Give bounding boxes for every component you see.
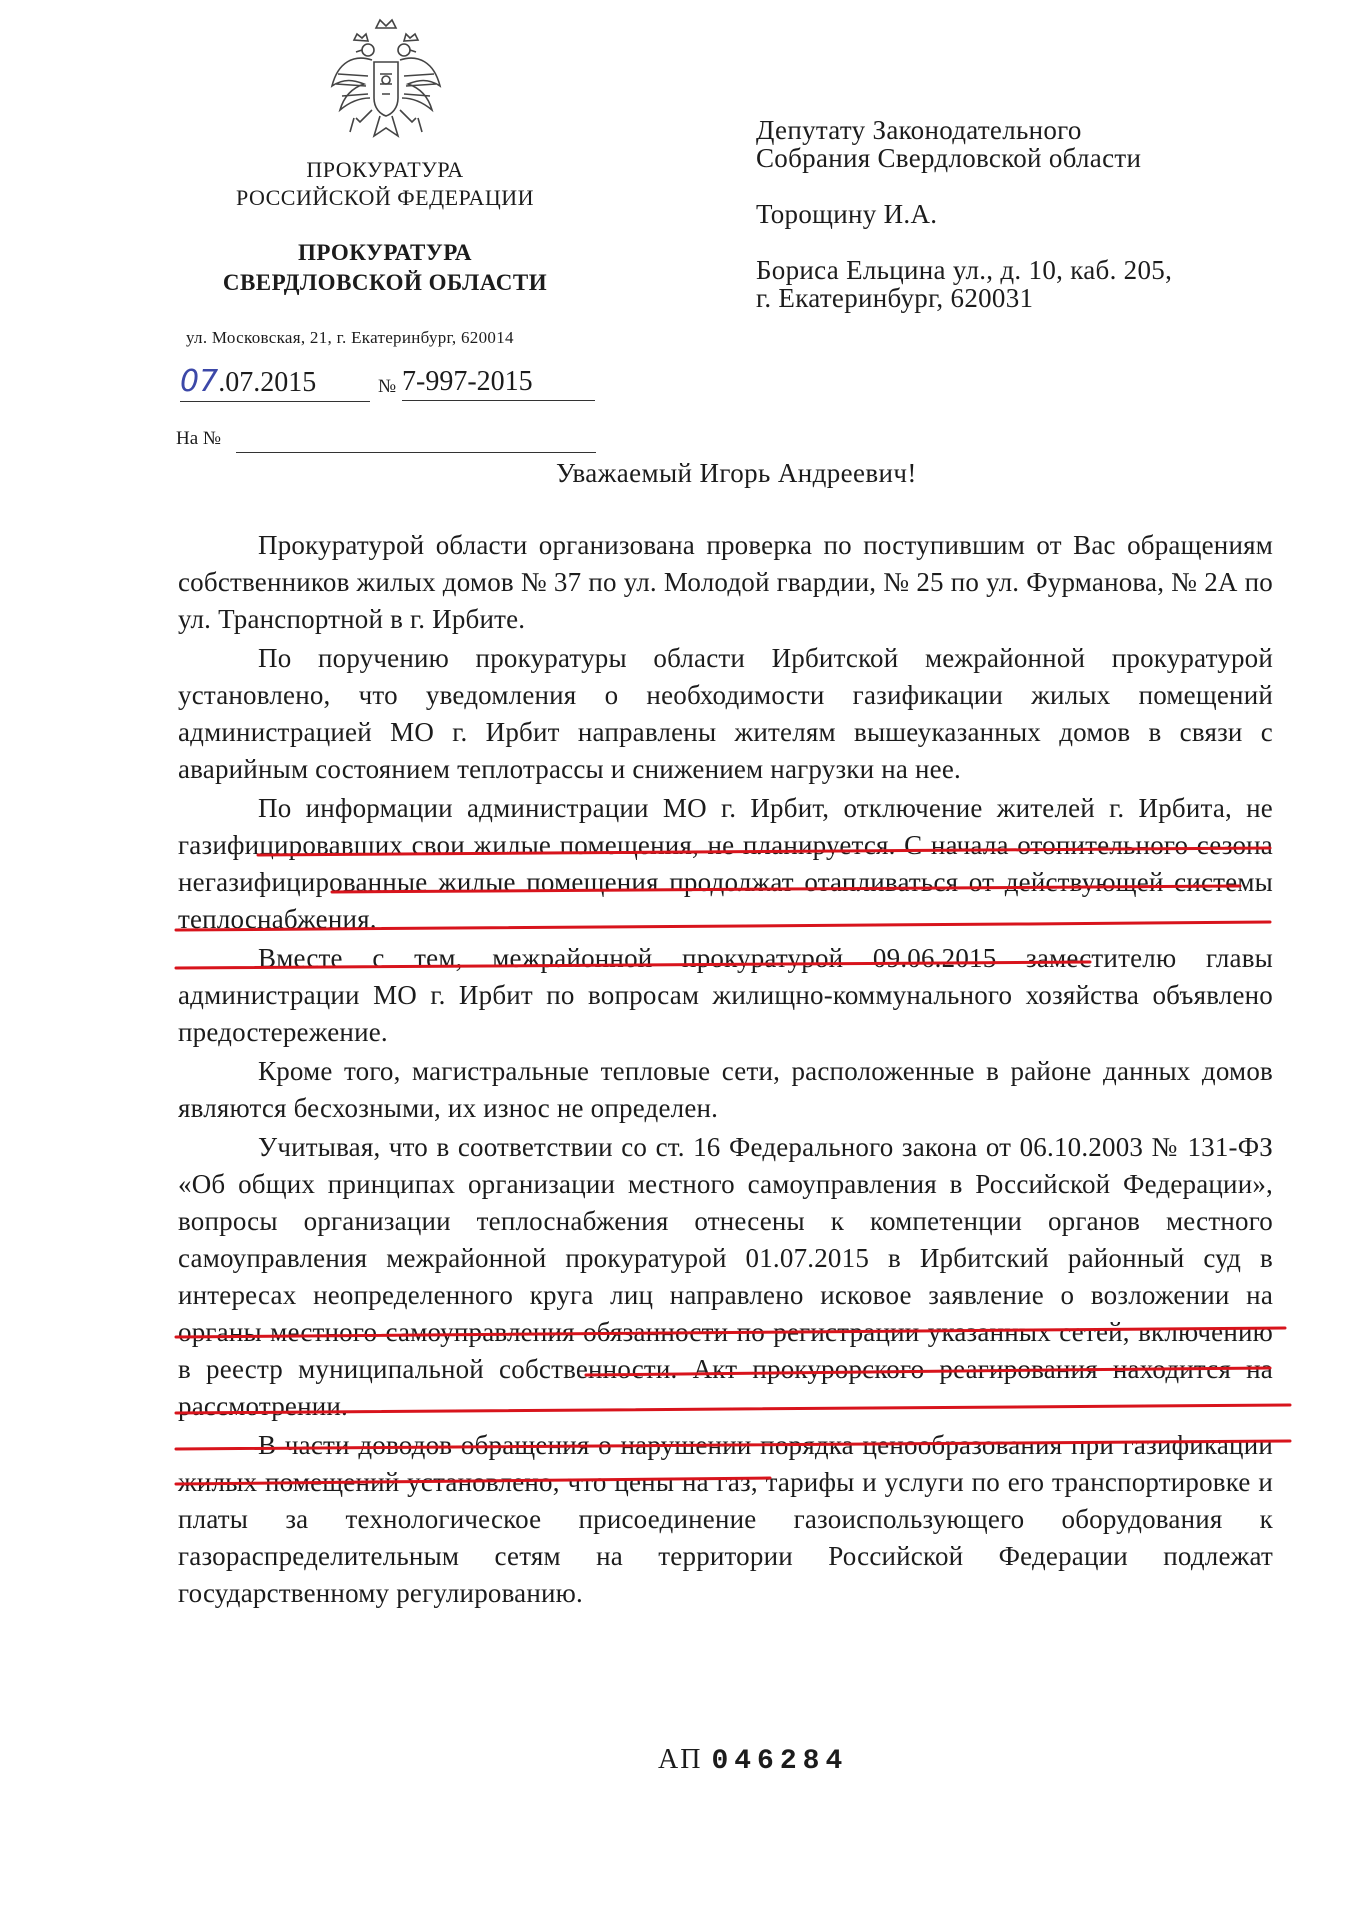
- paragraph-6: Учитывая, что в соответствии со ст. 16 Федерального закона от 06.10.2003 № 131-ФЗ «Об общих принципах организации местного самоуправления в Российской Федерации», вопросы организации теплоснабжения отнесены к компетенции органов местного самоуправления межрайонной прокуратурой 01.07.2015 в Ирбитский районный суд в интересах неопределенного круга лиц направлено исковое заявление о возложении на органы местного самоуправления обязанности по регистрации указанных сетей, включению в реестр муниципальной собственности. Акт прокурорского реагирования находится на рассмотрении.: [178, 1132, 1273, 1421]
- paragraph-4: Вместе с тем, межрайонной прокуратурой 09.06.2015 заместителю главы администрации МО г. Ирбит по вопросам жилищно-коммунального хозяйства объявлено предостережение.: [178, 943, 1273, 1047]
- recipient-line-2: Собрания Свердловской области: [756, 143, 1142, 173]
- org-name-upper: [200, 156, 570, 212]
- document-number: 7-997-2015: [402, 364, 595, 401]
- serial-digits: 046284: [711, 1746, 849, 1777]
- paragraph-3: По информации администрации МО г. Ирбит, отключение жителей г. Ирбита, не газифицировавших свои жилые помещения, не планируется. С начала отопительного сезона негазифицированные жилые помещения продолжат отапливаться от действующей системы теплоснабжения.: [178, 793, 1273, 934]
- paragraph-7: В части доводов обращения о нарушении порядка ценообразования при газификации жилых помещений установлено, что цены на газ, тарифы и услуги по его транспортировке и платы за технологическое присоединение газоиспользующего оборудования к газораспределительным сетям на территории Российской Федерации подлежат государственному регулированию.: [178, 1430, 1273, 1608]
- coat-of-arms-emblem: [324, 14, 448, 154]
- serial-number: [658, 1744, 848, 1777]
- reply-field: [236, 424, 596, 453]
- recipient-name: Торощину И.А.: [756, 199, 938, 229]
- org-bold-line-2: СВЕРДЛОВСКОЙ ОБЛАСТИ: [222, 270, 548, 295]
- letter-body: [178, 527, 1273, 1614]
- org-line-2: РОССИЙСКОЙ ФЕДЕРАЦИИ: [235, 185, 535, 210]
- reply-label: На №: [176, 428, 222, 449]
- number-label: №: [378, 376, 397, 397]
- org-address: ул. Московская, 21, г. Екатеринбург, 620014: [186, 328, 514, 347]
- org-bold-line-1: ПРОКУРАТУРА: [298, 240, 472, 265]
- serial-prefix: АП: [658, 1744, 703, 1775]
- org-line-1: ПРОКУРАТУРА: [306, 157, 464, 182]
- paragraph-5: Кроме того, магистральные тепловые сети, расположенные в районе данных домов являются бесхозными, их износ не определен.: [178, 1056, 1273, 1123]
- recipient-line-1: Депутату Законодательного: [756, 115, 1082, 145]
- greeting: Уважаемый Игорь Андреевич!: [556, 458, 917, 488]
- date-number-line: [180, 364, 595, 404]
- recipient-address: [756, 256, 1172, 312]
- org-name-regional: [200, 238, 570, 298]
- paragraph-1: Прокуратурой области организована проверка по поступившим от Вас обращениям собственников жилых домов № 37 по ул. Молодой гвардии, № 25 по ул. Фурманова, № 2А по ул. Транспортной в г. Ирбите.: [178, 530, 1273, 634]
- date-printed: .07.2015: [218, 367, 317, 398]
- date-field: [180, 364, 370, 402]
- recipient-title: [756, 116, 1141, 172]
- paragraph-2: По поручению прокуратуры области Ирбитской межрайонной прокуратурой установлено, что уведомления о необходимости газификации жилых помещений администрацией МО г. Ирбит направлены жителям вышеуказанных домов в связи с аварийным состоянием теплотрассы и снижением нагрузки на нее.: [178, 643, 1273, 784]
- recipient-address-1: Бориса Ельцина ул., д. 10, каб. 205,: [756, 255, 1173, 285]
- recipient-address-2: г. Екатеринбург, 620031: [756, 283, 1034, 313]
- reply-reference-line: [176, 424, 596, 454]
- date-handwritten: 07: [180, 364, 219, 399]
